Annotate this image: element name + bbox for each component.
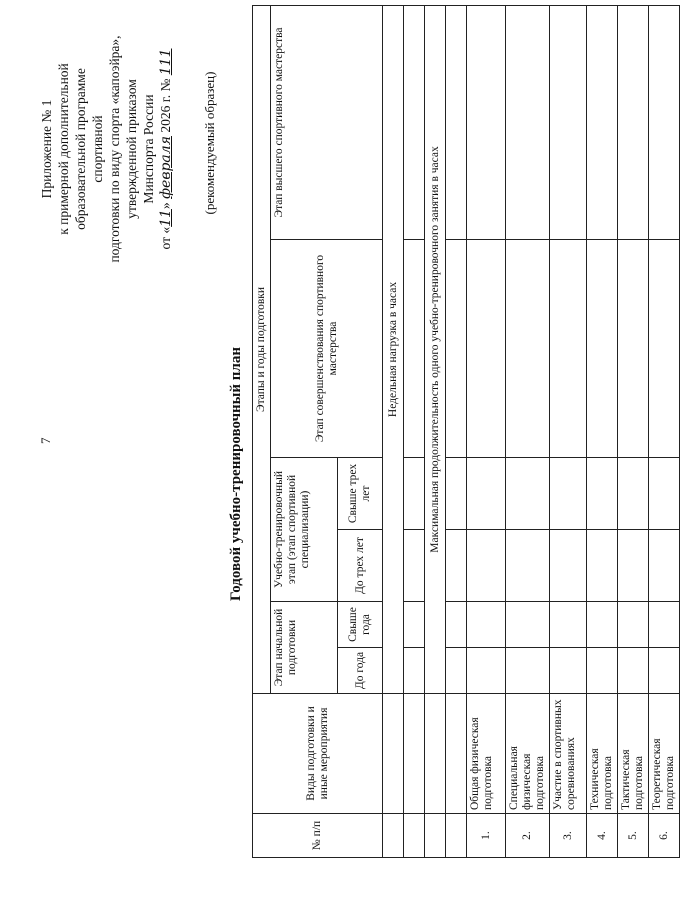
table-row <box>618 5 649 857</box>
header-stage-higher: Этап высшего спортивного мастерства <box>271 5 383 239</box>
row-name: Теоретическая подготовка <box>649 694 680 814</box>
cell <box>506 648 550 694</box>
cell <box>383 694 404 814</box>
cell <box>506 530 550 602</box>
max-duration-label: Максимальная продолжительность одного учебно-тренировочного занятия в часах <box>425 5 446 693</box>
row-number: 1. <box>467 814 506 858</box>
cell <box>404 5 425 239</box>
header-upto-3: До трех лет <box>338 530 383 602</box>
cell <box>618 602 649 648</box>
cell <box>618 240 649 458</box>
cell <box>446 602 467 648</box>
cell <box>618 5 649 239</box>
order-number: 111 <box>158 48 174 76</box>
header-stages: Этапы и годы подготовки <box>253 5 271 693</box>
row-number: 6. <box>649 814 680 858</box>
cell <box>506 5 550 239</box>
row-name: Общая физическая подготовка <box>467 694 506 814</box>
cell <box>550 530 587 602</box>
cell <box>425 694 446 814</box>
appendix-line-6: Минспорта России <box>141 94 156 204</box>
header-over-3: Свыше трех лет <box>338 458 383 530</box>
table-row <box>649 5 680 857</box>
cell <box>446 530 467 602</box>
appendix-line-2: к примерной дополнительной <box>56 63 71 235</box>
weekly-load-header-row <box>383 5 404 857</box>
table-row <box>467 5 506 857</box>
cell <box>587 458 618 530</box>
cell <box>404 458 425 530</box>
max-duration-header-row <box>425 5 446 857</box>
cell <box>649 240 680 458</box>
row-name: Участие в спортивных соревнованиях <box>550 694 587 814</box>
cell <box>550 458 587 530</box>
cell <box>446 814 467 858</box>
cell <box>467 602 506 648</box>
cell <box>550 240 587 458</box>
header-kinds: Виды подготовки и иные мероприятия <box>253 694 383 814</box>
cell <box>587 648 618 694</box>
cell <box>618 530 649 602</box>
cell <box>649 5 680 239</box>
cell <box>649 458 680 530</box>
date-day: 11 <box>158 209 174 227</box>
cell <box>506 458 550 530</box>
cell <box>404 694 425 814</box>
cell <box>587 240 618 458</box>
cell <box>404 530 425 602</box>
training-plan-table <box>252 5 680 858</box>
cell <box>618 648 649 694</box>
cell <box>446 458 467 530</box>
header-stage-improve: Этап совершенствования спортивного мастерства <box>271 240 383 458</box>
date-month: февраля <box>158 136 174 199</box>
cell <box>425 814 446 858</box>
row-name: Тактическая подготовка <box>618 694 649 814</box>
cell <box>446 648 467 694</box>
appendix-line-1: Приложение № 1 <box>39 99 54 199</box>
cell <box>446 5 467 239</box>
cell <box>649 530 680 602</box>
cell <box>446 240 467 458</box>
cell <box>467 5 506 239</box>
table-row <box>587 5 618 857</box>
cell <box>649 648 680 694</box>
date-mid: » <box>158 202 173 210</box>
row-number: 3. <box>550 814 587 858</box>
row-name: Техническая подготовка <box>587 694 618 814</box>
header-upto-year: До года <box>338 648 383 694</box>
cell <box>550 5 587 239</box>
cell <box>404 240 425 458</box>
cell <box>467 458 506 530</box>
cell <box>467 648 506 694</box>
weekly-load-label: Недельная нагрузка в часах <box>383 5 404 693</box>
cell <box>383 814 404 858</box>
cell <box>550 602 587 648</box>
cell <box>446 694 467 814</box>
cell <box>467 530 506 602</box>
cell <box>587 530 618 602</box>
recommended-note: (рекомендуемый образец) <box>202 71 217 215</box>
weekly-load-values-row <box>404 5 425 857</box>
table-row <box>550 5 587 857</box>
row-number: 5. <box>618 814 649 858</box>
row-number: 4. <box>587 814 618 858</box>
row-name: Специальная физическая подготовка <box>506 694 550 814</box>
cell <box>404 814 425 858</box>
header-no: № п/п <box>253 814 383 858</box>
cell <box>649 602 680 648</box>
appendix-line-4: подготовки по виду спорта «капоэйра», <box>107 35 122 263</box>
cell <box>467 240 506 458</box>
cell <box>404 648 425 694</box>
cell <box>618 458 649 530</box>
appendix-line-5: утвержденной приказом <box>124 79 139 219</box>
table-row <box>506 5 550 857</box>
header-row-1 <box>253 5 271 857</box>
header-stage-initial: Этап начальной подготовки <box>271 602 338 694</box>
appendix-line-3: образовательной программе спортивной <box>73 68 105 230</box>
cell <box>506 602 550 648</box>
header-over-year: Свыше года <box>338 602 383 648</box>
cell <box>404 602 425 648</box>
cell <box>587 602 618 648</box>
date-year: 2026 г. № <box>158 78 173 133</box>
document-title: Годовой учебно-тренировочный план <box>228 347 244 601</box>
date-prefix: от « <box>158 226 173 250</box>
header-stage-training: Учебно-тренировочный этап (этап спортивной специализации) <box>271 458 338 602</box>
appendix-block <box>38 34 175 264</box>
max-duration-values-row <box>446 5 467 857</box>
cell <box>550 648 587 694</box>
row-number: 2. <box>506 814 550 858</box>
cell <box>506 240 550 458</box>
page-number: 7 <box>38 437 53 444</box>
appendix-date-line <box>157 34 175 264</box>
cell <box>587 5 618 239</box>
